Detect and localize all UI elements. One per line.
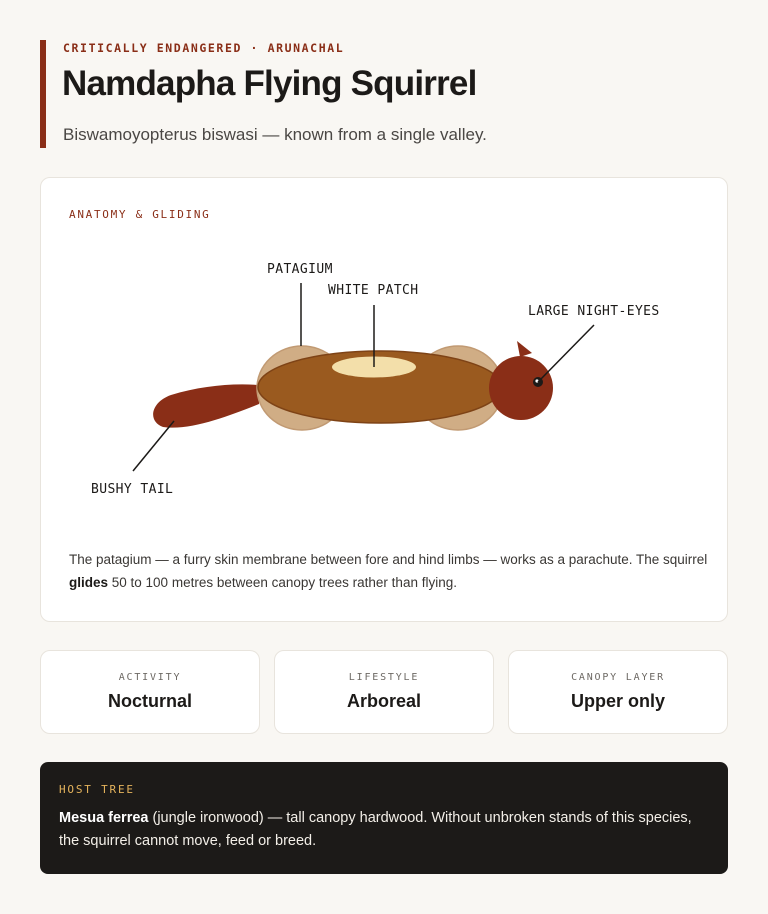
- stat-card-activity: [40, 650, 260, 734]
- page-subtitle: Biswamoyopterus biswasi — known from a single valley.: [63, 125, 487, 144]
- stat-value: Upper only: [570, 691, 665, 711]
- eyes-label: LARGE NIGHT-EYES: [528, 304, 660, 319]
- eyes-callout-line: [538, 325, 594, 382]
- stat-label: LIFESTYLE: [348, 672, 420, 683]
- stat-card-lifestyle: [274, 650, 494, 734]
- anatomy-card: [40, 177, 728, 622]
- page-header: [40, 40, 487, 148]
- white-patch-label: WHITE PATCH: [328, 283, 419, 298]
- stat-label: ACTIVITY: [118, 672, 182, 683]
- caption-text-2: 50 to 100 metres between canopy trees rather than flying.: [108, 575, 457, 590]
- stat-label: CANOPY LAYER: [571, 672, 665, 683]
- stat-value: Nocturnal: [107, 691, 192, 711]
- host-tree-species: Mesua ferrea: [59, 810, 149, 826]
- host-tree-text: [59, 807, 699, 853]
- squirrel-head: [489, 356, 553, 420]
- squirrel-ear: [517, 341, 532, 357]
- host-tree-label: HOST TREE: [59, 783, 135, 796]
- tail-label: BUSHY TAIL: [91, 482, 174, 497]
- status-eyebrow: CRITICALLY ENDANGERED · ARUNACHAL: [63, 41, 345, 55]
- tail-callout-line: [133, 421, 174, 471]
- caption-bold-glides: glides: [69, 575, 109, 590]
- stat-value: Arboreal: [346, 691, 422, 711]
- host-tree-description: (jungle ironwood) — tall canopy hardwood. Without unbroken stands of this species, the squirrel cannot move, feed or breed.: [59, 810, 692, 849]
- page-title: Namdapha Flying Squirrel: [62, 64, 477, 103]
- squirrel-diagram: [41, 178, 729, 538]
- patagium-label: PATAGIUM: [267, 262, 333, 277]
- anatomy-caption: [69, 548, 709, 594]
- host-tree-panel: [40, 762, 728, 874]
- caption-text-1: The patagium — a furry skin membrane between fore and hind limbs — works as a parachute. The squirrel: [69, 552, 708, 567]
- stat-card-canopy-layer: [508, 650, 728, 734]
- squirrel-tail: [153, 384, 259, 427]
- anatomy-section-label: ANATOMY & GLIDING: [69, 208, 211, 221]
